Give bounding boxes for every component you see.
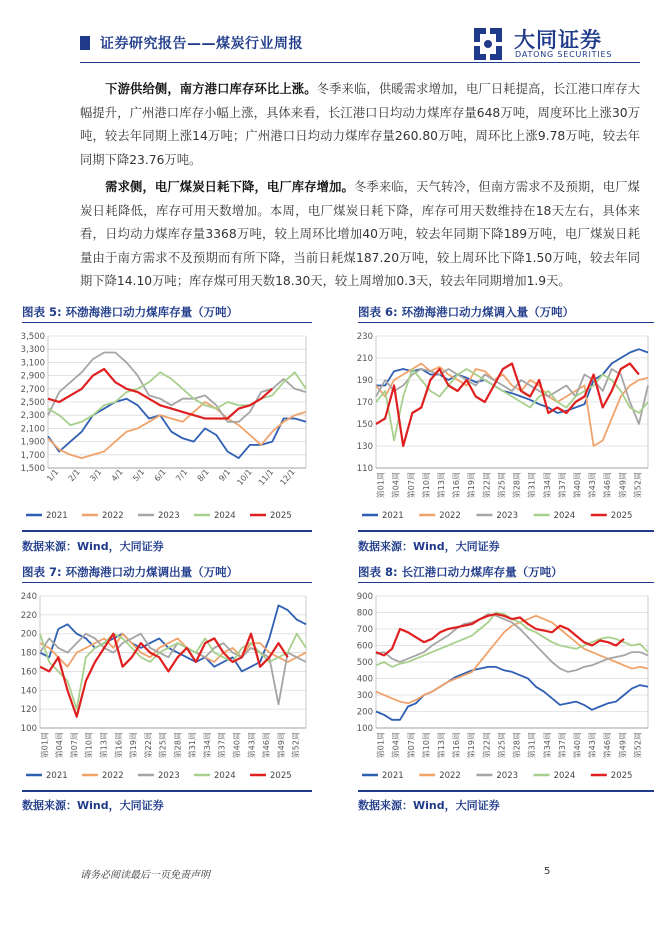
- legend-label: 2021: [46, 771, 68, 781]
- paragraph-supply: [80, 78, 640, 172]
- legend-label: 2023: [496, 771, 519, 781]
- x-tick-label: 第46周: [603, 732, 613, 759]
- x-tick-label: 第49周: [276, 732, 286, 759]
- series-line-2025: [48, 369, 272, 419]
- x-tick-label: 第04周: [55, 732, 65, 759]
- x-tick-label: 10/1: [235, 467, 254, 488]
- x-tick-label: 第01周: [376, 732, 386, 759]
- x-tick-label: 第19周: [129, 732, 139, 759]
- figure-6-header: [358, 304, 654, 323]
- x-tick-label: 第01周: [376, 472, 386, 499]
- y-tick-label: 180: [20, 648, 37, 659]
- x-tick-label: 第16周: [452, 732, 462, 759]
- x-tick-label: 9/1: [217, 467, 233, 484]
- x-tick-label: 3/1: [88, 467, 104, 484]
- y-tick-label: 1,700: [20, 450, 45, 461]
- figure-8-label: 图表 8:: [358, 565, 398, 579]
- paragraph-supply-body: 冬季来临，供暖需求增加，电厂日耗提高，长江港口库存大幅提升，广州港口库存小幅上涨，具体来看，长江港口日均动力煤库存量648万吨，周度环比上涨30万吨，较去年同期上涨14万吨；广州港口日均动力煤库存量260.80万吨，周环比上涨9.78万吨，较去年同期下降23.76万吨。: [80, 82, 640, 167]
- x-tick-label: 第28周: [512, 472, 522, 499]
- legend-label: 2025: [610, 771, 633, 781]
- figure-6-label: 图表 6:: [358, 305, 398, 319]
- x-tick-label: 第40周: [232, 732, 242, 759]
- paragraph-demand-lead: 需求侧，电厂煤炭日耗下降，电厂库存增加。: [105, 180, 354, 194]
- figure-7-title: 环渤海港口动力煤调出量（万吨）: [65, 565, 239, 579]
- figure-5-source: 数据来源：Wind，大同证券: [22, 540, 164, 553]
- chart-bohai-inventory: [14, 328, 314, 526]
- figure-7-header: [22, 564, 312, 583]
- y-tick-label: 600: [356, 641, 373, 652]
- legend-label: 2024: [553, 771, 576, 781]
- x-tick-label: 第34周: [202, 732, 212, 759]
- y-tick-label: 230: [356, 332, 373, 342]
- y-tick-label: 200: [20, 629, 37, 640]
- y-tick-label: 3,100: [20, 358, 45, 369]
- chart-yangtze-inventory: [350, 588, 656, 786]
- x-tick-label: 第31周: [188, 732, 198, 759]
- y-tick-label: 500: [356, 658, 373, 668]
- y-tick-label: 1,900: [20, 437, 45, 448]
- y-tick-label: 170: [356, 398, 373, 408]
- x-tick-label: 第37周: [217, 732, 227, 759]
- chart-bohai-inflow: [350, 328, 656, 526]
- legend-label: 2024: [214, 771, 236, 781]
- y-tick-label: 130: [356, 442, 373, 452]
- figure-8-rule: [358, 790, 654, 792]
- y-tick-label: 800: [356, 608, 373, 619]
- y-tick-label: 150: [356, 420, 373, 430]
- x-tick-label: 第28周: [173, 732, 183, 759]
- y-tick-label: 110: [356, 464, 373, 474]
- x-tick-label: 第13周: [99, 732, 109, 759]
- x-tick-label: 12/1: [278, 467, 297, 488]
- x-tick-label: 第19周: [467, 472, 477, 499]
- paragraph-supply-lead: 下游供给侧，南方港口库存环比上涨。: [105, 82, 317, 96]
- figure-5-label: 图表 5:: [22, 305, 62, 319]
- y-tick-label: 2,500: [20, 398, 45, 408]
- legend-label: 2024: [214, 511, 236, 521]
- logo-mark-icon: [466, 22, 510, 62]
- series-line-2024: [48, 372, 306, 425]
- x-tick-label: 第22周: [482, 732, 492, 759]
- legend-label: 2021: [46, 511, 68, 521]
- legend-label: 2023: [158, 511, 180, 521]
- x-tick-label: 第25周: [497, 732, 507, 759]
- y-tick-label: 2,700: [20, 384, 45, 395]
- legend-label: 2025: [610, 511, 633, 521]
- y-tick-label: 160: [20, 667, 37, 678]
- x-tick-label: 第43周: [588, 472, 598, 499]
- page-number: 5: [544, 866, 551, 877]
- x-tick-label: 6/1: [152, 467, 168, 484]
- legend-label: 2022: [439, 771, 461, 781]
- x-tick-label: 第52周: [291, 732, 301, 759]
- x-tick-label: 第43周: [588, 732, 598, 759]
- figure-5-header: [22, 304, 312, 323]
- y-tick-label: 100: [356, 724, 373, 734]
- legend-label: 2022: [102, 511, 124, 521]
- y-tick-label: 3,500: [20, 332, 45, 342]
- x-tick-label: 第07周: [69, 732, 79, 759]
- x-tick-label: 5/1: [131, 467, 147, 484]
- x-tick-label: 第04周: [391, 732, 401, 759]
- y-tick-label: 190: [356, 376, 373, 386]
- x-tick-label: 第34周: [542, 732, 552, 759]
- y-tick-label: 2,900: [20, 371, 45, 382]
- x-tick-label: 第37周: [557, 472, 567, 499]
- x-tick-label: 第46周: [603, 472, 613, 499]
- x-tick-label: 第31周: [527, 732, 537, 759]
- legend-label: 2021: [382, 771, 404, 781]
- figure-6-source: 数据来源：Wind，大同证券: [358, 540, 500, 553]
- x-tick-label: 第25周: [158, 732, 168, 759]
- y-tick-label: 400: [356, 674, 373, 685]
- x-tick-label: 第43周: [247, 732, 257, 759]
- y-tick-label: 220: [20, 610, 37, 621]
- legend-label: 2022: [102, 771, 124, 781]
- y-tick-label: 240: [20, 592, 37, 602]
- x-tick-label: 第13周: [437, 472, 446, 499]
- y-tick-label: 2,100: [20, 424, 45, 435]
- x-tick-label: 第19周: [467, 732, 477, 759]
- x-tick-label: 2/1: [66, 467, 82, 484]
- figure-6-rule: [358, 530, 654, 532]
- report-title: 证券研究报告——煤炭行业周报: [100, 36, 303, 52]
- y-tick-label: 200: [356, 707, 373, 718]
- figure-7-source: 数据来源：Wind，大同证券: [22, 799, 164, 812]
- y-tick-label: 3,300: [20, 345, 45, 356]
- x-tick-label: 第16周: [452, 472, 462, 499]
- logo-text-en: DATONG SECURITIES: [515, 50, 613, 59]
- x-tick-label: 第37周: [557, 732, 567, 759]
- x-tick-label: 第04周: [391, 472, 401, 499]
- x-tick-label: 第07周: [406, 732, 416, 759]
- figure-7-rule: [22, 790, 312, 792]
- x-tick-label: 1/1: [45, 467, 61, 484]
- figure-5-title: 环渤海港口动力煤库存量（万吨）: [65, 305, 239, 319]
- figure-7-label: 图表 7:: [22, 565, 62, 579]
- legend-label: 2023: [158, 771, 180, 781]
- x-tick-label: 第22周: [143, 732, 153, 759]
- header-rule: [80, 62, 640, 63]
- x-tick-label: 第13周: [437, 732, 446, 759]
- logo-text-cn: 大同证券: [514, 28, 602, 52]
- y-tick-label: 210: [356, 354, 373, 364]
- x-tick-label: 第07周: [406, 472, 416, 499]
- company-logo: [466, 22, 616, 62]
- paragraph-demand: [80, 176, 640, 294]
- y-tick-label: 2,300: [20, 411, 45, 422]
- x-tick-label: 第10周: [421, 472, 431, 499]
- x-tick-label: 第49周: [618, 472, 628, 499]
- y-tick-label: 300: [356, 691, 373, 701]
- page-header: [0, 0, 662, 70]
- figure-5-rule: [22, 530, 312, 532]
- paragraph-demand-body: 冬季来临，天气转冷，但南方需求不及预期，电厂煤炭日耗降低，库存可用天数增加。本周，电厂煤炭日耗下降，库存可用天数维持在18天左右，具体来看，日均动力煤库存量3368万吨，较上周环比增加40万吨，较去年同期下降189万吨，电厂煤炭日耗量由于南方需求不及预期而有所下降，当前日耗煤187.20万吨，较上周环比下降1.50万吨，较去年同期下降14.10万吨；库存煤可用天数18.30天，较上周增加0.3天，较去年同期增加1.9天。: [80, 180, 640, 288]
- y-tick-label: 120: [20, 705, 37, 716]
- x-tick-label: 第10周: [421, 732, 431, 759]
- legend-label: 2025: [270, 771, 292, 781]
- figure-8-source: 数据来源：Wind，大同证券: [358, 799, 500, 812]
- y-tick-label: 100: [20, 724, 37, 734]
- y-tick-label: 1,500: [20, 464, 45, 474]
- x-tick-label: 7/1: [174, 467, 190, 484]
- header-marker: [80, 36, 90, 50]
- x-tick-label: 第28周: [512, 732, 522, 759]
- x-tick-label: 第46周: [262, 732, 272, 759]
- x-tick-label: 第49周: [618, 732, 628, 759]
- x-tick-label: 第25周: [497, 472, 507, 499]
- figure-6-title: 环渤海港口动力煤调入量（万吨）: [401, 305, 575, 319]
- legend-label: 2025: [270, 511, 292, 521]
- x-tick-label: 4/1: [109, 467, 125, 484]
- x-tick-label: 第16周: [114, 732, 124, 759]
- x-tick-label: 第34周: [542, 472, 552, 499]
- footer-disclaimer: 请务必阅读最后一页免责声明: [80, 870, 210, 881]
- chart-bohai-outflow: [14, 588, 314, 786]
- legend-label: 2021: [382, 511, 404, 521]
- figure-8-header: [358, 564, 654, 583]
- x-tick-label: 第52周: [633, 732, 643, 759]
- x-tick-label: 第52周: [633, 472, 643, 499]
- x-tick-label: 第10周: [84, 732, 94, 759]
- x-tick-label: 第40周: [573, 472, 582, 499]
- series-line-2023: [48, 353, 306, 422]
- x-tick-label: 8/1: [195, 467, 211, 484]
- x-tick-label: 11/1: [256, 467, 276, 488]
- y-tick-label: 900: [356, 592, 373, 602]
- x-tick-label: 第01周: [40, 732, 50, 759]
- x-tick-label: 第22周: [482, 472, 492, 499]
- x-tick-label: 第40周: [573, 732, 582, 759]
- y-tick-label: 700: [356, 625, 373, 635]
- legend-label: 2023: [496, 511, 519, 521]
- legend-label: 2022: [439, 511, 461, 521]
- figure-8-title: 长江港口动力煤库存量（万吨）: [401, 565, 563, 579]
- legend-label: 2024: [553, 511, 576, 521]
- y-tick-label: 140: [20, 686, 37, 697]
- x-tick-label: 第31周: [527, 472, 537, 499]
